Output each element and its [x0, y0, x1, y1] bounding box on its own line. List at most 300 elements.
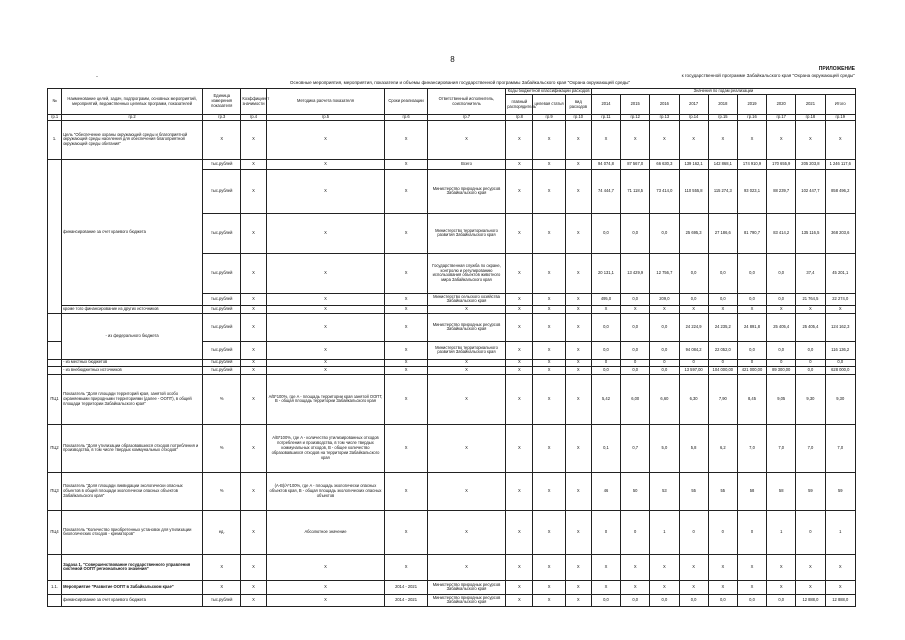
value-cell: 0,0	[650, 594, 679, 606]
indicator-row	[48, 374, 856, 424]
value-cell: 0	[767, 359, 796, 366]
value-cell: 0	[591, 359, 620, 366]
cell-x: X	[427, 366, 506, 374]
row-num: 1.1.	[48, 580, 62, 594]
cell-x: X	[533, 359, 565, 366]
cell-x: X	[533, 374, 565, 424]
value-cell: 116 136,2	[825, 341, 855, 359]
value-cell: 0,0	[767, 253, 796, 293]
unit-cell: тыс.рублей	[203, 305, 241, 313]
cell-x: X	[266, 313, 385, 341]
cell-x: X	[591, 580, 620, 594]
method-cell: A/B*100%, где A - площадь территории края занятой ООПТ, B - общая площадь территории Забайкальского края	[266, 374, 385, 424]
value-cell: 7,0	[796, 424, 825, 472]
column-number: гр.6	[385, 115, 427, 121]
value-cell: 205 203,8	[796, 159, 825, 169]
appendix-subtitle: к государственной программе Забайкальского края "Охрана окружающей среды"	[681, 72, 855, 78]
cell-x: X	[385, 293, 427, 305]
value-cell: 7,90	[708, 374, 737, 424]
unit-cell: тыс.рублей	[203, 159, 241, 169]
value-cell: 0,0	[650, 213, 679, 253]
value-cell: 0,0	[737, 253, 766, 293]
cell-x: X	[427, 305, 506, 313]
value-cell: 0	[796, 359, 825, 366]
cell-x: X	[427, 554, 506, 580]
value-cell: 25 695,3	[679, 213, 708, 253]
cell-x: X	[533, 313, 565, 341]
cell-x: X	[565, 594, 591, 606]
cell-x: X	[737, 554, 766, 580]
cell-x: X	[565, 305, 591, 313]
value-cell: 25 405,4	[767, 313, 796, 341]
value-cell: 21 764,5	[796, 293, 825, 305]
cell-x: X	[533, 510, 565, 554]
unit-cell: %	[203, 472, 241, 510]
value-cell: 93 023,1	[737, 169, 766, 213]
cell-x: X	[506, 594, 533, 606]
cell-x: X	[241, 424, 266, 472]
row-num: ПЦ2	[48, 424, 62, 472]
cell-x: X	[650, 554, 679, 580]
executor-cell: Государственная служба по охране, контролю и регулированию использования объектов животного мира Забайкальского края	[427, 253, 506, 293]
cell-x: X	[533, 424, 565, 472]
value-cell: 7,0	[767, 424, 796, 472]
cell-x: X	[385, 159, 427, 169]
value-cell: 115 274,3	[708, 169, 737, 213]
value-cell: 27 186,6	[708, 213, 737, 253]
value-cell: 1	[767, 510, 796, 554]
executor-cell: Министерство природных ресурсов Забайкальского края	[427, 594, 506, 606]
cell-x: X	[241, 293, 266, 305]
cell-x: X	[506, 554, 533, 580]
cell-x: X	[565, 554, 591, 580]
value-cell: 50	[621, 472, 650, 510]
value-cell: 20 131,1	[591, 253, 620, 293]
cell-x: X	[506, 366, 533, 374]
cell-x: X	[506, 424, 533, 472]
cell-x: X	[825, 554, 855, 580]
value-cell: 13 429,9	[621, 253, 650, 293]
cell-x: X	[506, 580, 533, 594]
row-num: ПЦ4	[48, 510, 62, 554]
unit-cell: тыс.рублей	[203, 213, 241, 253]
unit-cell: тыс.рублей	[203, 359, 241, 366]
cell-x: X	[565, 213, 591, 253]
column-number: гр.3	[203, 115, 241, 121]
goal-row	[48, 120, 856, 159]
task-row	[48, 554, 856, 580]
value-cell: 59	[825, 472, 855, 510]
cell-x: X	[241, 580, 266, 594]
header-executor: Ответственный исполнитель, соисполнитель	[427, 89, 506, 115]
cell-x: X	[679, 120, 708, 159]
value-cell: 87 567,0	[621, 159, 650, 169]
cell-x: X	[621, 305, 650, 313]
unit-cell: %	[203, 424, 241, 472]
value-cell: 139 162,1	[679, 159, 708, 169]
cell-x: X	[427, 120, 506, 159]
cell-x: X	[241, 120, 266, 159]
value-cell: 209,0	[650, 293, 679, 305]
value-cell: 55	[708, 472, 737, 510]
column-number: гр.4	[241, 115, 266, 121]
column-number: гр.5	[266, 115, 385, 121]
cell-x: X	[533, 159, 565, 169]
value-cell: 66 630,3	[650, 159, 679, 169]
cell-x: X	[385, 359, 427, 366]
cell-x: X	[506, 313, 533, 341]
cell-x: X	[591, 305, 620, 313]
value-cell: 94 084,2	[679, 341, 708, 359]
cell-x: X	[203, 554, 241, 580]
cell-x: X	[565, 510, 591, 554]
indicator-text: Показатель "Количество приобретенных установок для утилизации биологических отходов - крематоров"	[62, 510, 203, 554]
header-year: 2016	[650, 95, 679, 115]
cell-x: X	[241, 305, 266, 313]
cell-x: X	[427, 359, 506, 366]
cell-x: X	[241, 366, 266, 374]
value-cell: 59	[796, 472, 825, 510]
header-term: Сроки реализации	[385, 89, 427, 115]
federal-row	[48, 313, 856, 341]
cell-x: X	[241, 510, 266, 554]
value-cell: 81 790,7	[737, 213, 766, 253]
value-cell: 0,0	[737, 293, 766, 305]
value-cell: 495,0	[591, 293, 620, 305]
header-year: 2015	[621, 95, 650, 115]
cell-x: X	[266, 554, 385, 580]
cell-x: X	[565, 366, 591, 374]
activity-text: Мероприятие "Развитие ООПТ в Забайкальском крае"	[62, 580, 203, 594]
column-number: гр.7	[427, 115, 506, 121]
extrabudget-label: - из внебюджетных источников	[62, 366, 203, 374]
value-cell: 0	[621, 510, 650, 554]
cell-x: X	[533, 120, 565, 159]
extrabudget-row	[48, 366, 856, 374]
unit-cell: тыс.рублей	[203, 169, 241, 213]
cell-x: X	[266, 120, 385, 159]
value-cell: 135 116,5	[796, 213, 825, 253]
value-cell: 55	[679, 472, 708, 510]
cell-x: X	[506, 213, 533, 253]
financing-total-row	[48, 159, 856, 169]
cell-x: X	[266, 594, 385, 606]
cell-x: X	[506, 374, 533, 424]
executor-cell: Министерство природных ресурсов Забайкальского края	[427, 169, 506, 213]
executor-cell: Министерство территориального развития Забайкальского края	[427, 341, 506, 359]
term-cell: 2014 - 2021	[385, 594, 427, 606]
value-cell: 24 235,2	[708, 313, 737, 341]
cell-x: X	[266, 169, 385, 213]
value-cell: 12 756,7	[650, 253, 679, 293]
cell-x: X	[767, 580, 796, 594]
cell-x: X	[533, 594, 565, 606]
cell-x: X	[533, 293, 565, 305]
value-cell: 0,0	[708, 253, 737, 293]
value-cell: 0,0	[621, 594, 650, 606]
cell-x: X	[385, 253, 427, 293]
financing-label: финансирование за счет краевого бюджета	[62, 159, 203, 305]
header-budget-codes: Коды бюджетной классификации расходов	[507, 88, 590, 94]
value-cell: 0,0	[650, 313, 679, 341]
cell-x: X	[533, 169, 565, 213]
local-row	[48, 359, 856, 366]
indicator-row	[48, 510, 856, 554]
value-cell: 142 868,1	[708, 159, 737, 169]
value-cell: 0,0	[650, 366, 679, 374]
cell-x: X	[825, 305, 855, 313]
value-cell: 0,0	[591, 213, 620, 253]
unit-cell: тыс.рублей	[203, 293, 241, 305]
cell-x: X	[737, 580, 766, 594]
executor-cell: Министерство территориального развития Забайкальского края	[427, 213, 506, 253]
cell-x: X	[266, 159, 385, 169]
value-cell: 37,4	[796, 253, 825, 293]
value-cell: 170 655,9	[767, 159, 796, 169]
value-cell: 5,42	[591, 374, 620, 424]
cell-x: X	[796, 305, 825, 313]
value-cell: 0,0	[650, 341, 679, 359]
value-cell: 858 496,2	[825, 169, 855, 213]
cell-x: X	[565, 120, 591, 159]
value-cell: 7,0	[825, 424, 855, 472]
cell-x: X	[533, 305, 565, 313]
financing-label: финансирование за счет краевого бюджета	[62, 594, 203, 606]
value-cell: 9,30	[825, 374, 855, 424]
document-title: Основные мероприятия, мероприятия, показатели и объемы финансирования государственной программы Забайкальского края "Охрана окружающей среды"	[289, 80, 631, 85]
appendix-block	[640, 66, 855, 79]
activity-row	[48, 580, 856, 594]
cell-x: X	[385, 472, 427, 510]
indicator-row	[48, 424, 856, 472]
cell-x: X	[796, 120, 825, 159]
cell-x: X	[565, 169, 591, 213]
value-cell: 0	[737, 510, 766, 554]
cell-x: X	[241, 594, 266, 606]
value-cell: 9,30	[796, 374, 825, 424]
value-cell: 89 300,00	[767, 366, 796, 374]
cell-x: X	[241, 169, 266, 213]
cell-x: X	[506, 510, 533, 554]
value-cell: 9,05	[767, 374, 796, 424]
value-cell: 1	[650, 510, 679, 554]
cell-x: X	[565, 159, 591, 169]
column-number: гр.19	[825, 115, 855, 121]
column-number: гр.17	[767, 115, 796, 121]
cell-x: X	[533, 580, 565, 594]
header-num: №	[48, 89, 62, 115]
cell-x: X	[506, 305, 533, 313]
cell-x: X	[796, 580, 825, 594]
value-cell: 174 910,9	[737, 159, 766, 169]
column-number: гр.11	[591, 115, 620, 121]
cell-x: X	[565, 374, 591, 424]
column-number: гр.16	[737, 115, 766, 121]
cell-x: X	[203, 120, 241, 159]
value-cell: 12 888,0	[825, 594, 855, 606]
header-year: 2019	[737, 95, 766, 115]
cell-x: X	[385, 120, 427, 159]
goal-text: Цель "Обеспечение охраны окружающей среды и благоприятной окружающей среды населения для обеспечения благоприятной окружающей среды обитания"	[62, 120, 203, 159]
value-cell: 0,0	[621, 341, 650, 359]
value-cell: 0,0	[679, 293, 708, 305]
executor-cell: Министерство природных ресурсов Забайкальского края	[427, 313, 506, 341]
value-cell: 71 118,5	[621, 169, 650, 213]
value-cell: 0	[796, 510, 825, 554]
header-year: 2021	[796, 95, 825, 115]
cell-x: X	[825, 120, 855, 159]
value-cell: 74 444,7	[591, 169, 620, 213]
corner-mark: -	[96, 74, 98, 80]
value-cell: 0	[708, 359, 737, 366]
value-cell: 0	[679, 359, 708, 366]
cell-x: X	[533, 213, 565, 253]
cell-x: X	[506, 341, 533, 359]
value-cell: 22 274,0	[825, 293, 855, 305]
cell-x: X	[385, 366, 427, 374]
cell-x: X	[533, 554, 565, 580]
value-cell: 58	[767, 472, 796, 510]
cell-x: X	[427, 424, 506, 472]
header-method: Методика расчета показателя	[266, 89, 385, 115]
other-sources-label: кроме того финансирование из других источников	[62, 305, 203, 313]
cell-x: X	[621, 580, 650, 594]
value-cell: 22 052,0	[708, 341, 737, 359]
term-cell: 2014 - 2021	[385, 580, 427, 594]
value-cell: 6,2	[708, 424, 737, 472]
cell-x: X	[241, 253, 266, 293]
value-cell: 94 074,8	[591, 159, 620, 169]
value-cell: 0,0	[737, 341, 766, 359]
column-number: гр.15	[708, 115, 737, 121]
cell-x: X	[767, 120, 796, 159]
cell-x: X	[385, 169, 427, 213]
cell-x: X	[650, 120, 679, 159]
value-cell: 0,0	[591, 594, 620, 606]
value-cell: 0	[737, 359, 766, 366]
cell-x: X	[533, 253, 565, 293]
header-values-by-year: Значения по годам реализации	[591, 89, 855, 95]
method-cell: (A-B)/A*100%, где A - площадь экологически опасных объектов края, B - общая площадь экологических опасных объектов	[266, 472, 385, 510]
value-cell: 5,0	[650, 424, 679, 472]
page-number: 8	[450, 55, 455, 64]
cell-x: X	[385, 341, 427, 359]
value-cell: 0,7	[621, 424, 650, 472]
header-unit: Единица измерения показателя	[203, 89, 241, 115]
appendix-title: ПРИЛОЖЕНИЕ	[818, 66, 855, 72]
cell-x: X	[767, 305, 796, 313]
cell-x: X	[591, 120, 620, 159]
value-cell: 0,0	[591, 366, 620, 374]
cell-x: X	[621, 554, 650, 580]
value-cell: 0,0	[621, 366, 650, 374]
cell-x: X	[266, 305, 385, 313]
value-cell: 0,0	[737, 594, 766, 606]
cell-x: X	[241, 341, 266, 359]
value-cell: 0	[591, 510, 620, 554]
value-cell: 0,0	[621, 213, 650, 253]
cell-x: X	[565, 424, 591, 472]
cell-x: X	[266, 253, 385, 293]
cell-x: X	[565, 253, 591, 293]
cell-x: X	[427, 374, 506, 424]
value-cell: 0	[650, 359, 679, 366]
federal-label: - из федерального бюджета	[62, 313, 203, 359]
value-cell: 13 597,00	[679, 366, 708, 374]
indicator-row	[48, 472, 856, 510]
cell-x: X	[825, 580, 855, 594]
cell-x: X	[679, 305, 708, 313]
value-cell: 0,0	[679, 594, 708, 606]
cell-x: X	[621, 120, 650, 159]
value-cell: 0,0	[591, 341, 620, 359]
value-cell: 110 555,8	[679, 169, 708, 213]
unit-cell: ед.	[203, 510, 241, 554]
value-cell: 0,0	[767, 594, 796, 606]
value-cell: 0	[679, 510, 708, 554]
value-cell: 5,8	[679, 424, 708, 472]
row-num: 1.	[48, 120, 62, 159]
value-cell: 0,0	[708, 293, 737, 305]
cell-x: X	[565, 472, 591, 510]
cell-x: X	[266, 366, 385, 374]
cell-x: X	[241, 313, 266, 341]
value-cell: 73 414,0	[650, 169, 679, 213]
value-cell: 124 162,3	[825, 313, 855, 341]
cell-x: X	[591, 554, 620, 580]
cell-x: X	[650, 580, 679, 594]
column-number: гр.12	[621, 115, 650, 121]
value-cell: 1 246 117,6	[825, 159, 855, 169]
cell-x: X	[533, 366, 565, 374]
cell-x: X	[737, 305, 766, 313]
header-code-type: вид расходов	[565, 95, 591, 115]
header-name: Наименование целей, задач, подпрограмм, основных мероприятий, мероприятий, ведомственных целевых программ, показателей	[62, 89, 203, 115]
column-number: гр.10	[565, 115, 591, 121]
executor-cell: Всего	[427, 159, 506, 169]
local-label: - из местных бюджетов	[62, 359, 203, 366]
cell-x: X	[241, 213, 266, 253]
program-table	[47, 88, 856, 607]
value-cell: 46	[591, 472, 620, 510]
cell-x: X	[506, 253, 533, 293]
value-cell: 6,30	[679, 374, 708, 424]
cell-x: X	[241, 374, 266, 424]
cell-x: X	[266, 293, 385, 305]
method-cell: Абсолютное значение	[266, 510, 385, 554]
executor-cell: Министерство природных ресурсов Забайкальского края	[427, 580, 506, 594]
cell-x: X	[565, 293, 591, 305]
row-num: ПЦ3	[48, 472, 62, 510]
value-cell: 0,0	[825, 359, 855, 366]
value-cell: 104 000,00	[708, 366, 737, 374]
cell-x: X	[385, 554, 427, 580]
header-year: 2017	[679, 95, 708, 115]
cell-x: X	[385, 213, 427, 253]
unit-cell: X	[203, 580, 241, 594]
indicator-text: Показатель "Доля утилизации образовавшихся отходов потребления и производства, в том числе твердых коммунальных отходов"	[62, 424, 203, 472]
value-cell: 0,0	[796, 341, 825, 359]
unit-cell: тыс.рублей	[203, 366, 241, 374]
value-cell: 88 239,7	[767, 169, 796, 213]
header-total: Итого	[825, 95, 855, 115]
cell-x: X	[708, 554, 737, 580]
cell-x: X	[427, 472, 506, 510]
unit-cell: тыс.рублей	[203, 594, 241, 606]
value-cell: 24 891,8	[737, 313, 766, 341]
value-cell: 0,1	[591, 424, 620, 472]
activity-financing-row	[48, 594, 856, 606]
